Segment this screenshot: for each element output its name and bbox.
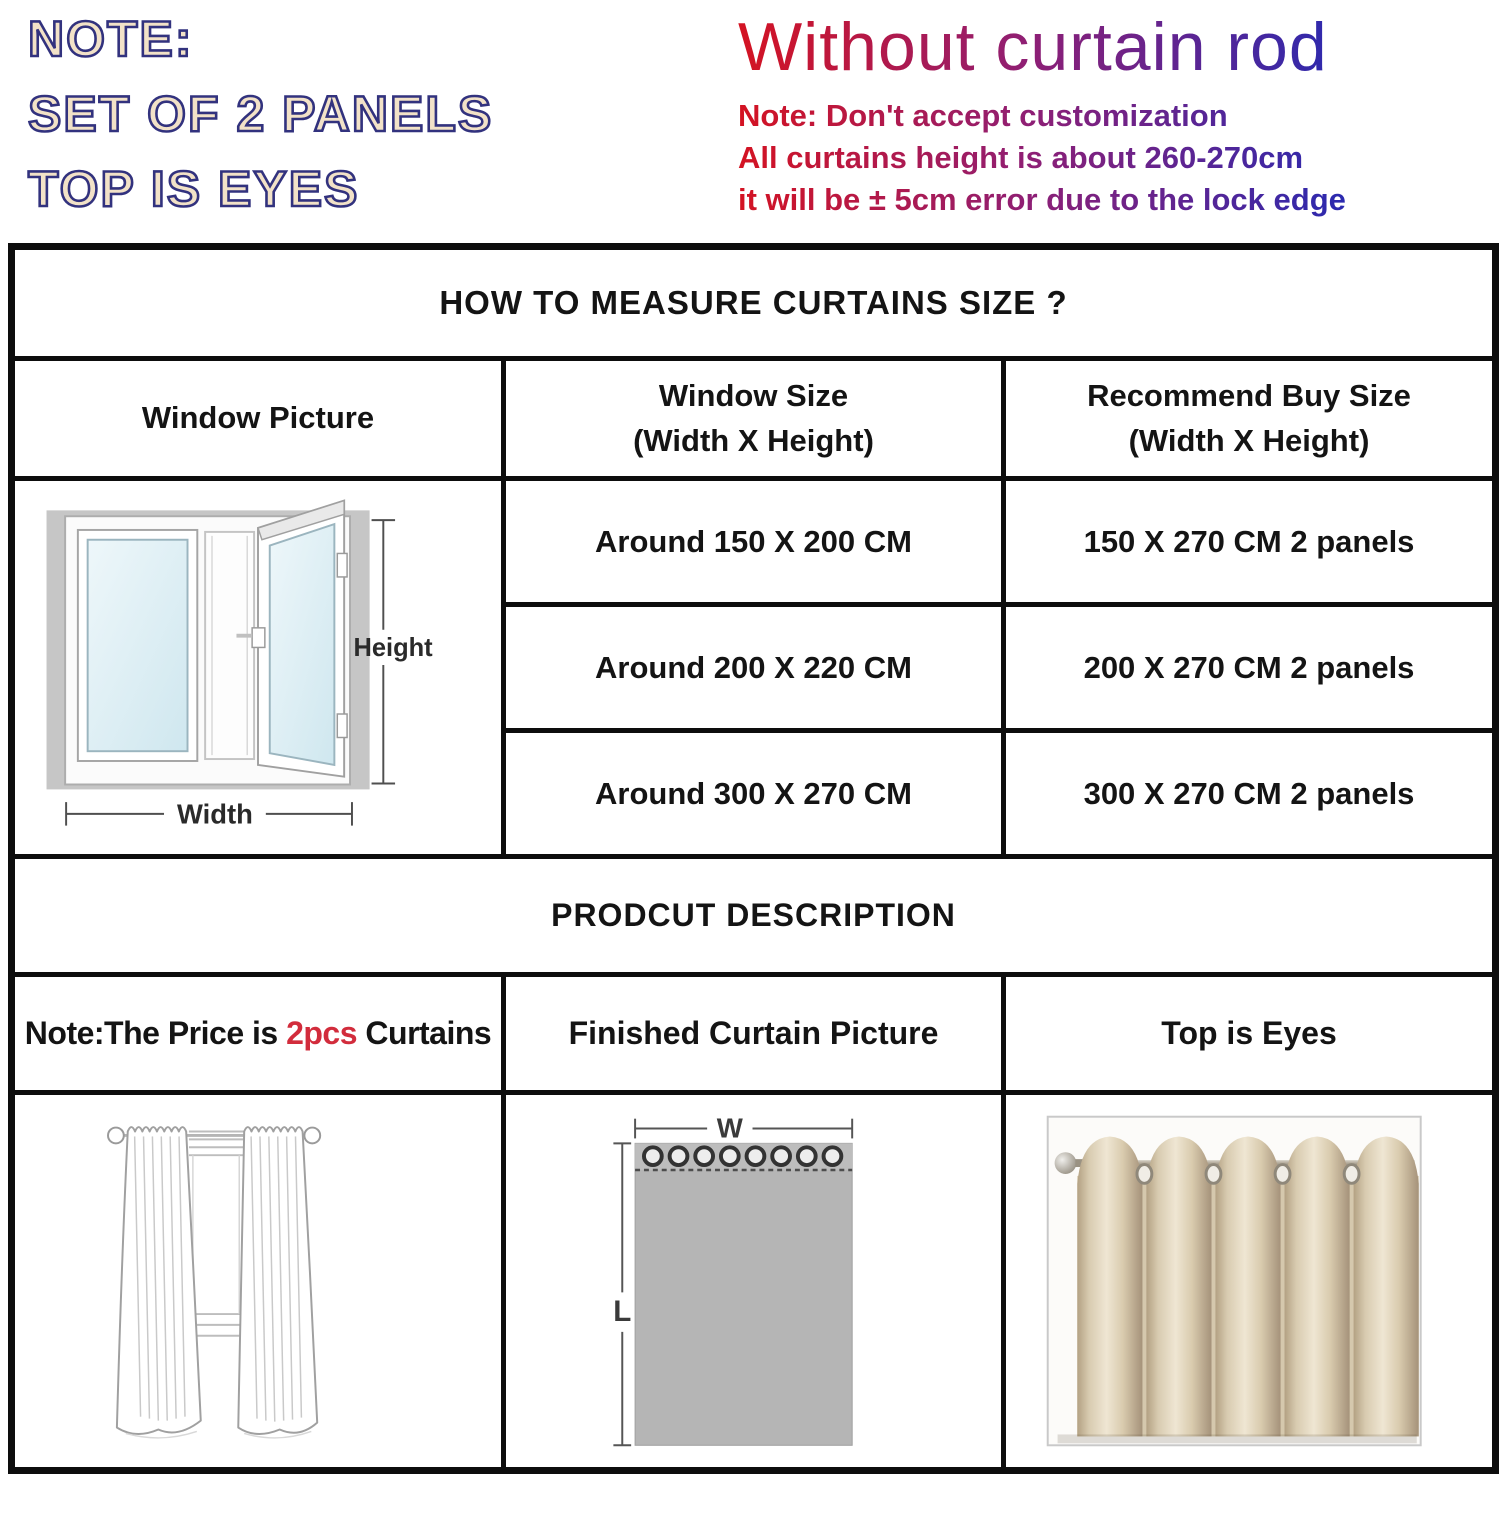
curtain-photo-cell (1004, 1093, 1496, 1471)
curtain-shadow (1058, 1434, 1417, 1443)
col-header-buy-size (1004, 359, 1496, 479)
rod-note-1: Note: Don't accept customization (738, 95, 1346, 137)
panel-body (635, 1143, 852, 1445)
buy-size-row-3: 300 X 270 CM 2 panels (1004, 731, 1496, 857)
window-size-row-3: Around 300 X 270 CM (504, 731, 1004, 857)
price-note-prefix: Note:The Price is (24, 1015, 287, 1051)
grommet-band (635, 1143, 852, 1170)
note-line-1: NOTE: (28, 11, 194, 67)
top-is-eyes-label: Top is Eyes (1004, 975, 1496, 1093)
curtain-photo (1006, 1095, 1492, 1467)
panels-note-block (28, 2, 493, 227)
window-illustration (15, 481, 501, 854)
buy-size-row-2: 200 X 270 CM 2 panels (1004, 605, 1496, 731)
window-glass-open (270, 524, 335, 765)
col-header-buy-size-line1: Recommend Buy Size (1087, 377, 1411, 413)
sketch-window-frame (189, 1132, 244, 1336)
col-header-window-size-line2: (Width X Height) (633, 422, 874, 458)
table-title: HOW TO MEASURE CURTAINS SIZE ? (12, 247, 1496, 359)
headline-without-rod: Without curtain rod (738, 12, 1346, 83)
height-label: Height (353, 634, 433, 663)
window-size-row-2: Around 200 X 220 CM (504, 605, 1004, 731)
col-header-window-size-line1: Window Size (658, 377, 849, 413)
rod-note-3: it will be ± 5cm error due to the lock edge (738, 179, 1346, 221)
curtain-sketch (15, 1095, 501, 1467)
panel-diagram (506, 1095, 1001, 1467)
w-dimension-line (635, 1119, 852, 1139)
rod-note-2: All curtains height is about 260-270cm (738, 137, 1346, 179)
col-header-window-size (504, 359, 1004, 479)
window-glass-left (88, 540, 188, 751)
l-label: L (613, 1294, 632, 1328)
rod-finial (1055, 1152, 1077, 1174)
buy-size-row-1: 150 X 270 CM 2 panels (1004, 479, 1496, 605)
window-handle (252, 628, 265, 648)
price-note-suffix: Curtains (357, 1015, 492, 1051)
width-label: Width (176, 798, 253, 830)
sketch-panel-left (117, 1127, 201, 1434)
window-picture-cell (12, 479, 504, 857)
rod-note-block (738, 9, 1346, 221)
w-label: W (716, 1112, 743, 1144)
note-line-3: TOP IS EYES (28, 161, 360, 217)
price-note (12, 975, 504, 1093)
col-header-window-picture: Window Picture (12, 359, 504, 479)
sketch-finial-right (304, 1128, 320, 1144)
col-header-buy-size-line2: (Width X Height) (1128, 422, 1370, 458)
window-size-row-1: Around 150 X 200 CM (504, 479, 1004, 605)
product-description-title: PRODCUT DESCRIPTION (12, 857, 1496, 975)
sketch-finial-left (108, 1128, 124, 1144)
finished-curtain-label: Finished Curtain Picture (504, 975, 1004, 1093)
curtain-sketch-cell (12, 1093, 504, 1471)
panel-diagram-cell (504, 1093, 1004, 1471)
curtain-folds (1077, 1136, 1418, 1436)
note-line-2: SET OF 2 PANELS (28, 86, 494, 142)
sketch-panel-right (238, 1127, 317, 1434)
header-area (0, 0, 1500, 243)
size-table (8, 243, 1499, 1474)
price-note-highlight: 2pcs (286, 1015, 358, 1051)
